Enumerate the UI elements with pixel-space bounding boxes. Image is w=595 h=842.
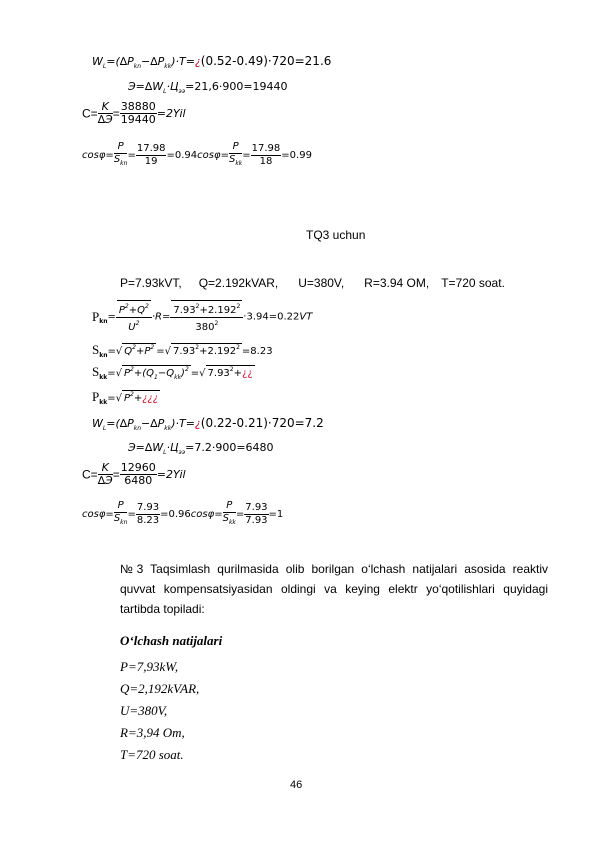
cosphi3-result1: =0.96 (160, 509, 191, 520)
cosphi-label2: cosφ= (197, 150, 229, 161)
pk-formula-tq3 (92, 300, 312, 334)
pkk-formula-tq3: $P_{kk}=√$ $P^2+¿¿¿$ (92, 389, 159, 406)
cosphi3-label2: cosφ= (190, 509, 223, 520)
payback-value-fraction (120, 101, 157, 126)
cosphi3-eq: = (127, 509, 136, 520)
payback3-num: 12960 (120, 461, 156, 474)
payback3-eq: = (112, 467, 120, 482)
cosphi3-den1: 8.23 (136, 515, 160, 526)
energy-mid: ·Ц (166, 80, 179, 93)
cosphi-result1: =0.94 (166, 150, 198, 161)
payback3-k: K (98, 462, 113, 475)
cosphi-result2: =0.99 (281, 150, 312, 161)
param-p: P=7.93kVT, (120, 276, 182, 290)
payback3-label: C= (82, 467, 98, 482)
cosphi-p2: P (229, 141, 242, 154)
payback-eq: = (112, 106, 120, 121)
pkk-p: P (123, 393, 131, 404)
wl-sub-kk: kk (164, 63, 172, 70)
energy-formula-tq3 (128, 441, 274, 456)
cosphi3-fraction-kk (223, 500, 236, 529)
pk-num2: 7.93 (173, 305, 196, 316)
cosphi-den2: 18 (259, 156, 273, 167)
payback3-de: ∆Э (97, 474, 113, 487)
cosphi3-eq2: = (235, 509, 245, 520)
pk-sub: kn (99, 318, 108, 325)
sk-label: S (92, 342, 100, 357)
cosphi-p: P (114, 141, 128, 154)
pk-q: +Q (128, 305, 145, 316)
cosphi3-s-sub: kn (120, 519, 128, 526)
payback-de: ∆Э (97, 113, 113, 126)
wl-mid: −∆P (141, 55, 165, 68)
wl3-tail: )·T= (171, 417, 195, 430)
param-r: R=3.94 OM, (364, 276, 430, 290)
sk-formula-tq3: $S_{kn}=√$ $Q^2+P^2$ =√ $7.93^2+2.192^2 =8.23$ (92, 342, 273, 359)
sk-q: Q (124, 346, 133, 357)
wl3-symbol: W (92, 417, 103, 430)
sk-p: +P (135, 346, 151, 357)
param-q: Q=2.192kVAR, (198, 276, 279, 290)
pk-label: P (92, 309, 100, 324)
cosphi-label: cosφ= (82, 150, 114, 161)
pkk-sub: kk (99, 399, 108, 406)
payback-num: 38880 (120, 100, 156, 113)
payback-symbol-fraction (98, 101, 113, 126)
pkk-label: P (92, 389, 100, 404)
energy3-sub2: ээ (178, 449, 186, 456)
skk-eq: = (107, 368, 116, 379)
energy3-value: =7.2·900=6480 (185, 441, 274, 454)
wl3-red-glyph: ¿ (194, 417, 201, 430)
skk-eq2: = (190, 368, 200, 379)
pk-unit: VT (299, 311, 313, 323)
intro-paragraph-text: №3 Taqsimlash qurilmasida olib borilgan o‘lchash natijalari asosida reaktiv quvvat kompensatsiyasidan oldingi va keying elektr yo‘qotilishlari quyidagi tartibda topiladi: (120, 562, 548, 616)
skk-label: S (92, 364, 100, 379)
payback3-value-fraction (120, 462, 157, 487)
cosphi3-s2-sub: kk (228, 519, 236, 526)
payback-label: C= (82, 106, 98, 121)
cosphi3-den2: 7.93 (245, 515, 268, 526)
cosphi-value-fraction-kn (136, 143, 167, 168)
pk-plus2: +2.192 (199, 305, 237, 316)
wl-red-glyph: ¿ (194, 55, 201, 68)
cosphi3-num2: 7.93 (245, 502, 268, 513)
wl3-sub: L (102, 425, 107, 432)
cosphi3-s2: S (222, 513, 229, 524)
payback3-symbol-fraction (98, 462, 113, 487)
cosphi3-fraction-kn (114, 500, 128, 529)
result-item-u: U=380V, (120, 703, 168, 718)
skk-close: ) (181, 368, 185, 379)
energy-sub: L (163, 88, 167, 95)
energy-value: =21,6·900=19440 (185, 80, 288, 93)
cosphi-fraction-kk (229, 141, 242, 170)
pk-result: ·3.94=0.22 (243, 311, 300, 323)
sk-sub: kn (99, 352, 108, 359)
energy3-expr: Э=∆W (128, 441, 164, 454)
sk-rad2b: +2.192 (199, 346, 237, 357)
energy3-sub: L (163, 449, 167, 456)
skk-rad2: 7.93 (207, 368, 230, 379)
wl3-mid: −∆P (141, 417, 165, 430)
cosphi-s-sub: kn (120, 160, 128, 167)
wl3-expr: =(∆P (106, 417, 134, 430)
wl-formula-tq2 (92, 54, 331, 70)
payback-formula-tq2 (82, 101, 186, 126)
pk-symbol-fraction: $\frac{P^2+Q^2}{U^2}$ (116, 300, 152, 334)
wl-formula-tq3 (92, 416, 324, 432)
cosphi-fraction-kn (114, 141, 128, 170)
wl-value: (0.52-0.49)·720=21.6 (200, 54, 332, 68)
param-t: T=720 soat. (441, 276, 505, 290)
cosphi-eq2: = (242, 150, 251, 161)
skk-minus: −Q (157, 368, 175, 379)
cosphi3-label: cosφ= (82, 509, 114, 520)
payback-den: 19440 (120, 113, 156, 126)
sk-eq: = (107, 346, 116, 357)
pk-eq: = (107, 311, 116, 323)
energy-sub2: ээ (178, 88, 186, 95)
tq3-params (120, 276, 505, 290)
skk-sub: kk (99, 374, 108, 381)
wl3-sub-kn: kn (133, 425, 142, 432)
skk-plus: + (233, 368, 243, 379)
wl3-value: (0.22-0.21)·720=7.2 (200, 416, 324, 430)
cosphi-num2: 17.98 (251, 143, 281, 154)
payback-result: =2Yil (156, 107, 186, 120)
cosphi3-s: S (113, 513, 121, 524)
payback-formula-tq3 (82, 462, 186, 487)
skk-mid: +(Q (133, 368, 154, 379)
result-item-t: T=720 soat. (120, 747, 184, 762)
cosphi3-num1: 7.93 (136, 502, 160, 513)
cosphi-num1: 17.98 (136, 143, 166, 154)
payback3-result: =2Yil (156, 468, 186, 481)
sk-rad2: 7.93 (172, 346, 196, 357)
cosphi3-p2: P (223, 500, 236, 513)
pk-mult: ·R= (151, 311, 171, 323)
wl-symbol: W (92, 55, 103, 68)
results-list (120, 656, 199, 766)
payback-k: K (98, 101, 113, 114)
skk-red-glyph: ¿¿ (242, 368, 253, 379)
pkk-eq: = (107, 393, 116, 404)
page-number: 46 (290, 779, 303, 791)
payback3-den: 6480 (124, 474, 153, 487)
pkk-plus: + (133, 393, 143, 404)
cosphi-s2-sub: kk (235, 160, 243, 167)
pk-p: P (118, 305, 125, 316)
cosphi-formula-tq3 (82, 500, 283, 529)
result-item-q: Q=2,192kVAR, (120, 681, 200, 696)
skk-p: P (123, 368, 131, 379)
energy3-mid: ·Ц (166, 441, 179, 454)
cosphi3-p: P (114, 500, 128, 513)
cosphi-s: S (113, 154, 121, 165)
pk-u: U (128, 322, 136, 333)
skk-q2-sub: kk (174, 374, 182, 381)
result-item-r: R=3,94 Om, (120, 725, 185, 740)
cosphi3-result2: =1 (268, 509, 284, 520)
wl-expr: =(∆P (106, 55, 134, 68)
pk-den2: 380 (195, 322, 215, 333)
sk-eq2: = (156, 346, 165, 357)
cosphi-eq: = (127, 150, 136, 161)
results-heading: O‘lchash natijalari (120, 633, 223, 648)
wl-subscript: L (102, 63, 107, 70)
section-heading-tq3: TQ3 uchun (306, 228, 366, 242)
sk-result: =8.23 (241, 346, 273, 357)
result-item-p: P=7,93kW, (120, 659, 179, 674)
energy-formula-tq2 (128, 80, 288, 95)
skk-q1-sub: 1 (154, 374, 158, 381)
cosphi-den1: 19 (144, 156, 158, 167)
skk-formula-tq3: $S_{kk}=√$ $P^2+(Q_1-Q_{kk})^2$ =√ $7.93^2+¿¿$ (92, 364, 253, 381)
wl3-sub-kk: kk (164, 425, 172, 432)
cosphi3-value-fraction-kk (244, 502, 268, 527)
pk-value-fraction: $\frac{7.93^2+2.192^2}{380^2}$ (170, 300, 243, 334)
cosphi-formula-tq2 (82, 141, 312, 170)
wl-tail: )·T= (171, 55, 195, 68)
cosphi-s2: S (228, 154, 236, 165)
energy-expr: Э=∆W (128, 80, 164, 93)
pkk-red-glyph: ¿¿¿ (142, 393, 159, 404)
wl-sub-kn: kn (133, 63, 142, 70)
cosphi-value-fraction-kk (251, 143, 282, 168)
intro-paragraph (120, 559, 548, 619)
param-u: U=380V, (298, 276, 345, 290)
cosphi3-value-fraction-kn (136, 502, 160, 527)
